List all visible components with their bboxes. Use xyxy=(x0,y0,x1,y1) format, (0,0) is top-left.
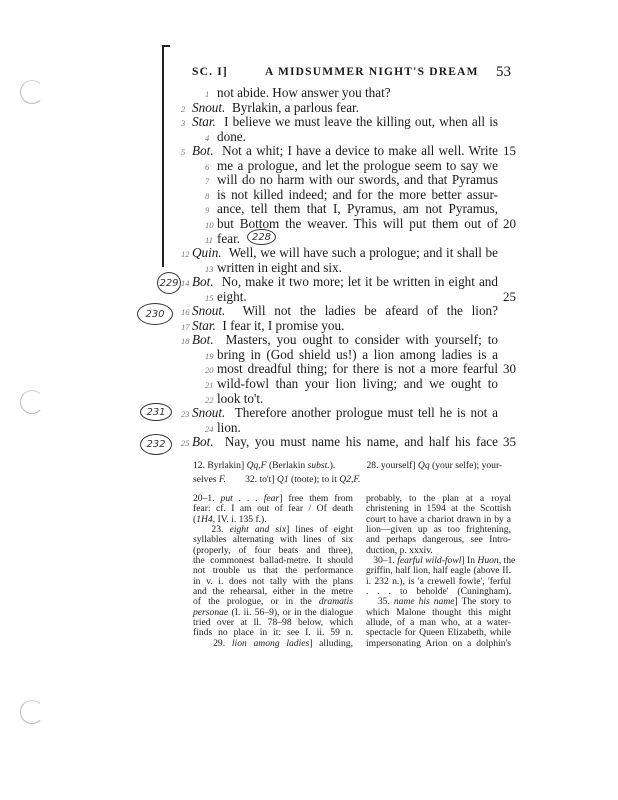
italic-text: personae xyxy=(193,606,229,618)
note-text: selves xyxy=(193,474,219,485)
note-text: impersonating Arion on a dolphin's xyxy=(366,637,511,649)
italic-text: subst. xyxy=(307,460,330,471)
handwritten-line-number: 14 xyxy=(181,278,190,289)
handwritten-line-number: 5 xyxy=(181,147,186,158)
speaker-name: Star. xyxy=(192,114,216,130)
note-text: 32. to't] xyxy=(225,474,277,485)
text-line xyxy=(0,86,618,101)
text-line xyxy=(0,261,618,276)
note-text: (Berlakin xyxy=(266,460,308,471)
italic-text: name his name xyxy=(393,596,455,608)
note-text: (properly, of four beats and three), xyxy=(193,544,353,556)
speech-text: Byrlakin, a parlous fear. xyxy=(231,99,360,115)
speech-text: wild-fowl than your lion living; and we ought to xyxy=(217,376,498,391)
handwritten-line-number: 1 xyxy=(205,89,210,99)
note-text: 28. yourself] xyxy=(335,460,418,471)
text-line xyxy=(0,275,618,290)
line-content xyxy=(217,130,498,145)
note-text: 23. xyxy=(193,524,230,536)
note-text: syllables alternating with lines of six xyxy=(193,534,353,546)
note-text: ] In xyxy=(461,555,478,567)
note-text: court to have a chariot drawn in by a xyxy=(366,513,511,525)
note-text: 12. Byrlakin] xyxy=(193,460,247,471)
line-content xyxy=(217,362,498,377)
line-content xyxy=(217,348,498,363)
speaker-name: Bot. xyxy=(192,434,214,450)
note-text: and the rehearsal, either in the metre xyxy=(193,586,353,598)
handwritten-line-number: 19 xyxy=(205,350,214,361)
note-text: ] The story to xyxy=(454,596,511,608)
printed-line-number: 20 xyxy=(503,215,516,231)
running-head-title: A MIDSUMMER NIGHT'S DREAM xyxy=(265,66,479,78)
italic-text: Qq xyxy=(417,460,430,471)
note-text: finds no place in it: see I. ii. 59 n. xyxy=(193,627,353,639)
text-line xyxy=(0,392,618,407)
line-content xyxy=(217,159,498,174)
line-content xyxy=(192,435,498,450)
italic-text: Q1 xyxy=(276,474,289,485)
note-text: spectacle for Queen Elizabeth, while xyxy=(366,627,511,639)
running-head-section: SC. I] xyxy=(192,66,228,78)
note-text: 20–1. xyxy=(193,493,221,504)
speech-text: Will not the ladies be afeard of the lion? xyxy=(242,303,498,319)
note-text: , the xyxy=(498,555,516,567)
note-text: 29. xyxy=(193,637,232,649)
note-text: duction, p. xxxiv. xyxy=(366,544,433,556)
handwritten-line-number: 8 xyxy=(205,190,210,201)
text-line xyxy=(0,188,618,203)
line-content xyxy=(217,202,498,217)
circled-number: 232 xyxy=(140,434,172,455)
note-text: ] free them from xyxy=(279,493,353,504)
speech-text: Masters, you ought to consider with yourself; to xyxy=(225,332,498,348)
speech-text: will do no harm with our swords, and that Pyramus xyxy=(217,172,498,188)
line-content xyxy=(192,406,498,421)
line-content xyxy=(192,333,498,348)
printed-line-number: 35 xyxy=(503,434,516,450)
speech-text: done. xyxy=(217,128,246,144)
text-line xyxy=(0,144,618,159)
text-line xyxy=(0,217,618,232)
speech-text: bring in (God shield us!) a lion among ladies is a xyxy=(217,346,498,362)
line-content xyxy=(217,421,498,436)
handwritten-line-number: 6 xyxy=(205,161,210,172)
text-line xyxy=(0,421,618,436)
textual-note-line xyxy=(193,459,511,473)
handwritten-line-number: 12 xyxy=(181,249,190,260)
printed-line-number: 15 xyxy=(503,143,516,159)
handwritten-line-number: 20 xyxy=(205,365,214,376)
line-content xyxy=(192,319,498,334)
handwritten-line-number: 7 xyxy=(205,176,210,187)
note-text: allude, of a man who, at a water- xyxy=(366,617,511,629)
speech-text: ance, tell them that I, Pyramus, am not Pyramus, xyxy=(217,201,498,217)
line-content xyxy=(192,101,498,116)
line-content xyxy=(192,275,498,290)
text-line xyxy=(0,246,618,261)
note-text: (I. ii. 56–9), or in the dialogue xyxy=(228,606,353,618)
note-text: ( xyxy=(193,513,197,525)
commentary-right-column xyxy=(366,493,516,649)
text-line xyxy=(0,173,618,188)
note-text: not trouble us that the performance xyxy=(193,565,353,577)
handwritten-line-number: 25 xyxy=(181,438,190,449)
speech-text: Well, we will have such a prologue; and it shall be xyxy=(228,245,498,261)
speech-text: Not a whit; I have a device to make all well. Write xyxy=(222,143,498,159)
circled-number: 229 xyxy=(157,272,181,294)
handwritten-line-number: 3 xyxy=(181,118,186,129)
handwritten-line-number: 11 xyxy=(205,234,213,245)
printed-line-number: 25 xyxy=(503,288,516,304)
italic-text: fearful wild-fowl xyxy=(397,555,462,567)
note-text: ). xyxy=(329,460,336,471)
note-text: ] alluding, xyxy=(309,637,353,649)
italic-text: eight and six xyxy=(229,524,287,536)
handwritten-line-number: 16 xyxy=(181,307,190,318)
note-text: (toote); to it xyxy=(288,474,340,485)
speech-text: not abide. How answer you that? xyxy=(217,85,391,100)
handwritten-line-number: 21 xyxy=(205,380,214,390)
text-line xyxy=(0,435,618,450)
line-content xyxy=(192,144,498,159)
text-line xyxy=(0,290,618,305)
handwritten-line-number: 23 xyxy=(181,409,190,420)
text-line xyxy=(0,362,618,377)
speech-text: fear. xyxy=(217,230,241,246)
handwritten-line-number: 13 xyxy=(205,263,214,274)
speech-text: written in eight and six. xyxy=(217,259,342,275)
note-text: i. 232 n.), is 'a crewell fowle', 'ferful xyxy=(366,575,511,587)
handwritten-line-number: 15 xyxy=(205,292,214,303)
italic-text: Q2,F. xyxy=(339,474,361,485)
text-line xyxy=(0,232,618,247)
line-content xyxy=(217,392,498,407)
speech-text: Therefore another prologue must tell he is not a xyxy=(234,405,498,421)
italic-text: lion among ladies xyxy=(231,637,310,649)
handwritten-line-number: 24 xyxy=(205,423,214,434)
handwritten-line-number: 17 xyxy=(181,321,190,332)
note-text: in v. i. does not tally with the plans xyxy=(193,575,353,587)
text-line xyxy=(0,348,618,363)
speech-text: most dreadful thing; for there is not a more fearful xyxy=(217,361,498,377)
text-line xyxy=(0,304,618,319)
commentary-line xyxy=(193,639,353,649)
speaker-name: Star. xyxy=(192,317,216,333)
speaker-name: Quin. xyxy=(192,245,222,261)
text-line xyxy=(0,101,618,116)
note-text: 30–1. xyxy=(366,555,398,567)
circled-number: 230 xyxy=(137,303,173,325)
commentary-line xyxy=(366,639,511,649)
line-content xyxy=(192,246,498,261)
handwritten-line-number: 2 xyxy=(181,103,186,114)
note-text: of the prologue, or in the xyxy=(193,596,319,608)
textual-note-line xyxy=(193,473,511,487)
text-line xyxy=(0,333,618,348)
handwritten-line-number: 4 xyxy=(205,132,210,143)
handwritten-line-number: 18 xyxy=(181,336,190,347)
line-content xyxy=(217,261,498,276)
textual-notes xyxy=(193,459,511,487)
speaker-name: Bot. xyxy=(192,143,214,159)
speech-text: look to't. xyxy=(217,390,264,406)
speech-text: I believe we must leave the killing out, when all is xyxy=(224,114,499,130)
binder-hole-bottom xyxy=(20,700,44,724)
speech-text: Nay, you must name his name, and half his face xyxy=(224,434,498,450)
handwritten-line-number: 22 xyxy=(205,394,214,405)
circled-number: 231 xyxy=(140,403,172,421)
circled-number: 228 xyxy=(247,229,276,245)
note-text: lion—given up as too frightening, xyxy=(366,524,511,536)
speech-text: lion. xyxy=(217,419,241,435)
note-text: , IV. i. 135 f.). xyxy=(212,513,267,525)
note-text: fear: cf. I am out of fear / Of death xyxy=(193,503,353,515)
speaker-name: Snout. xyxy=(192,303,226,319)
commentary-left-column xyxy=(193,494,353,649)
line-content xyxy=(217,86,498,101)
line-content xyxy=(192,115,498,130)
italic-text: 1H4 xyxy=(196,513,213,525)
note-text: and perhaps dangerous, see Intro- xyxy=(366,534,511,546)
note-text: griffin, half lion, half eagle (above II. xyxy=(366,565,511,577)
speech-text: eight. xyxy=(217,288,247,304)
note-text: tried over at ll. 78–98 below, which xyxy=(193,617,353,629)
italic-text: F. xyxy=(218,474,226,485)
text-line xyxy=(0,130,618,145)
italic-text: dramatis xyxy=(318,596,353,608)
text-line xyxy=(0,115,618,130)
speaker-name: Bot. xyxy=(192,274,214,290)
speaker-name: Snout. xyxy=(192,405,226,421)
speaker-name: Bot. xyxy=(192,332,214,348)
speech-text: me a prologue, and let the prologue seem to say we xyxy=(217,157,498,173)
note-text: probably, to the plan at a royal xyxy=(366,493,511,504)
line-content xyxy=(192,304,498,319)
line-content xyxy=(217,188,498,203)
note-text: . . . to beholde' (Cuningham). xyxy=(366,586,511,598)
italic-text: Qq,F xyxy=(246,460,267,471)
page-number: 53 xyxy=(496,64,511,80)
line-content xyxy=(217,173,498,188)
note-text: christening in 1594 at the Scottish xyxy=(366,503,511,515)
note-text: (your selfe); your- xyxy=(429,460,503,471)
line-content xyxy=(217,290,498,305)
note-text: which Malone thought this might xyxy=(366,606,511,618)
text-line xyxy=(0,319,618,334)
speech-text: No, make it two more; let it be written in eight and xyxy=(221,274,498,290)
note-text: the commonest ballad-metre. It should xyxy=(193,555,353,567)
text-line xyxy=(0,406,618,421)
printed-line-number: 30 xyxy=(503,361,516,377)
handwritten-bracket-hook xyxy=(162,45,170,47)
note-text: 35. xyxy=(366,596,394,608)
speech-text: is not killed indeed; and for the more better assur- xyxy=(217,186,498,202)
speaker-name: Snout. xyxy=(192,99,226,115)
handwritten-line-number: 9 xyxy=(205,205,210,216)
italic-text: put . . . fear xyxy=(220,493,280,504)
speech-text: I fear it, I promise you. xyxy=(222,317,345,333)
speech-text: but Bottom the weaver. This will put them out of xyxy=(217,215,498,231)
text-line xyxy=(0,202,618,217)
italic-text: Huon xyxy=(477,555,499,567)
handwritten-line-number: 10 xyxy=(205,219,214,230)
line-content xyxy=(217,377,498,392)
text-line xyxy=(0,377,618,392)
text-line xyxy=(0,159,618,174)
note-text: ] lines of eight xyxy=(286,524,353,536)
